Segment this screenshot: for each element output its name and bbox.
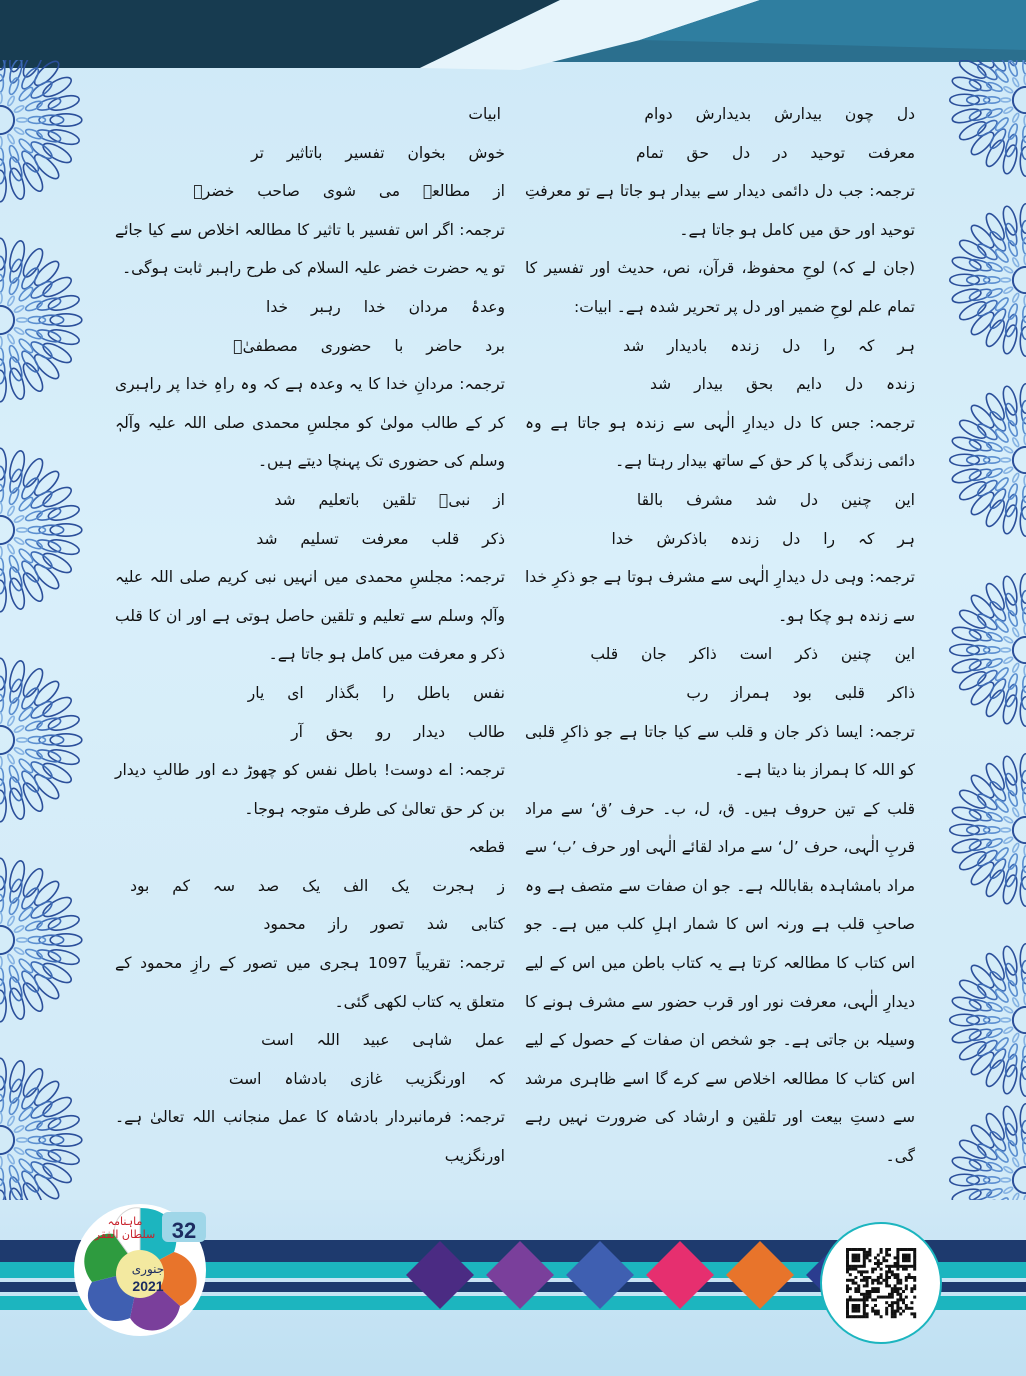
section-heading: قطعہ <box>468 838 505 857</box>
verse-line: طالب دیدار رو بحق آر <box>291 722 505 741</box>
verse-line: برد حاضر با حضوری مصطفیٰؐ <box>233 336 505 355</box>
paragraph: ترجمہ: اے دوست! باطل نفس کو چھوڑ دے اور طالبِ دیدار بن کر حق تعالیٰ کی طرف متوجہ ہوجا۔ <box>115 761 505 818</box>
mandala-decoration-left <box>0 60 90 1200</box>
paragraph: ترجمہ: ایسا ذکر جان و قلب سے کیا جاتا ہے جو ذاکرِ قلبی کو اللہ کا ہمراز بنا دیتا ہے۔ <box>525 722 915 780</box>
paragraph: ترجمہ: جب دل دائمی دیدار سے بیدار ہو جاتا ہے تو معرفتِ توحید اور حق میں کامل ہو جاتا ہے۔ <box>525 182 915 239</box>
verse-line: این چنین دل شد مشرف بالقا <box>636 490 915 509</box>
verse-line: ہر کہ را دل زندہ بادیدار شد <box>623 336 915 355</box>
verse-line: خوش بخوان تفسیر باتاثیر تر <box>251 143 505 162</box>
verse-line: دل چون بیدارش بدیدارش دوام <box>644 105 915 123</box>
paragraph: ترجمہ: اگر اس تفسیر با تاثیر کا مطالعہ اخلاص سے کیا جائے تو یہ حضرت خضر علیہ السلام کی طرح راہبر ثابت ہوگی۔ <box>115 220 505 278</box>
paragraph: ترجمہ: وہی دل دیدارِ الٰہی سے مشرف ہوتا ہے جو ذکرِ خدا سے زندہ ہو چکا ہو۔ <box>525 568 915 625</box>
verse-line: نفس باطل را بگذار ای یار <box>247 683 505 702</box>
issue-month: جنوری <box>131 1262 165 1276</box>
paragraph: ترجمہ: فرمانبردار بادشاہ کا عمل منجانب اللہ تعالیٰ ہے۔ اورنگزیب <box>115 1108 505 1166</box>
verse-line: از مطالعہ می شوی صاحب خضرؒ <box>193 182 505 201</box>
verse-line: کتابی شد تصور راز محمود <box>263 915 505 934</box>
verse-line: زندہ دل دایم بحق بیدار شد <box>650 375 915 394</box>
verse-line: ذاکر قلبی بود ہمراز رب <box>686 683 915 702</box>
header-band <box>0 0 1026 70</box>
verse-line: ذکر قلب معرفت تسلیم شد <box>256 529 505 548</box>
verse-line: وعدۂ مردان خدا رہبر خدا <box>266 297 505 316</box>
verse-line: ہر کہ را دل زندہ باذکرش خدا <box>611 529 915 548</box>
section-heading: ابیات <box>468 105 501 123</box>
verse-line: معرفت توحید در دل حق تمام <box>636 143 915 162</box>
verse-line: ز ہجرت یک الف یک صد سہ کم بود <box>130 876 505 895</box>
issue-year: 2021 <box>132 1278 164 1294</box>
text-column-left <box>115 95 505 1190</box>
qr-code-icon[interactable] <box>820 1222 942 1344</box>
verse-line: از نبیؐ تلقین باتعلیم شد <box>274 490 505 509</box>
mandala-decoration-right <box>936 60 1026 1200</box>
verse-line: عمل شاہی عبید اللہ است <box>261 1031 505 1050</box>
paragraph: قلب کے تین حروف ہیں۔ ق، ل، ب۔ حرف ’ق‘ سے مراد قربِ الٰہی، حرف ’ل‘ سے مراد لقائے الٰہی اور حرف ’ب‘ سے مراد بامشاہدہ بقاباللہ ہے۔ جو ان صفات سے متصف ہے وہ صاحبِ قلب ہے ورنہ اس کا شمار اہلِ کلب میں ہے۔ جو اس کتاب کا مطالعہ کرتا ہے یہ کتاب باطن میں اس کے لیے دیدارِ الٰہی، معرفت نور اور قرب حضور سے مشرف ہونے کا وسیلہ بن جاتی ہے۔ جو شخص ان صفات کے حصول کے لیے اس کتاب کا مطالعہ اخلاص سے کرے گا اسے ظاہری مرشد سے دستِ بیعت اور تلقین و ارشاد کی ضرورت نہیں رہے گی۔ <box>525 799 915 1166</box>
paragraph: (جان لے کہ) لوحِ محفوظ، قرآن، نص، حدیث اور تفسیر کا تمام علم لوحِ ضمیر اور دل پر تحریر شدہ ہے۔ ابیات: <box>525 259 915 316</box>
verse-line: این چنین ذکر است ذاکر جان قلب <box>590 645 915 664</box>
text-column-right <box>525 95 915 1190</box>
paragraph: ترجمہ: مردانِ خدا کا یہ وعدہ ہے کہ وہ راہِ خدا پر راہبری کر کے طالب مولیٰ کو مجلسِ محمدی صلی اللہ علیہ وآلہٖ وسلم کی حضوری تک پہنچا دیتے ہیں۔ <box>115 375 505 471</box>
paragraph: ترجمہ: مجلسِ محمدی میں انہیں نبی کریم صلی اللہ علیہ وآلہٖ وسلم سے تعلیم و تلقین حاصل ہوتی ہے اور ان کا قلب ذکر و معرفت میں کامل ہو جاتا ہے۔ <box>115 568 505 664</box>
magazine-logo: ماہنامہ سلطان الفقر <box>94 1215 156 1241</box>
paragraph: ترجمہ: تقریباً 1097 ہجری میں تصور کے رازِ محمود کے متعلق یہ کتاب لکھی گئی۔ <box>115 954 505 1011</box>
verse-line: کہ اورنگزیب غازی بادشاہ است <box>228 1069 505 1088</box>
paragraph: ترجمہ: جس کا دل دیدارِ الٰہی سے زندہ ہو جاتا ہے وہ دائمی زندگی پا کر حق کے ساتھ بیدار رہتا ہے۔ <box>525 413 915 471</box>
page-number: 32 <box>171 1218 197 1243</box>
article-body <box>115 95 915 1190</box>
